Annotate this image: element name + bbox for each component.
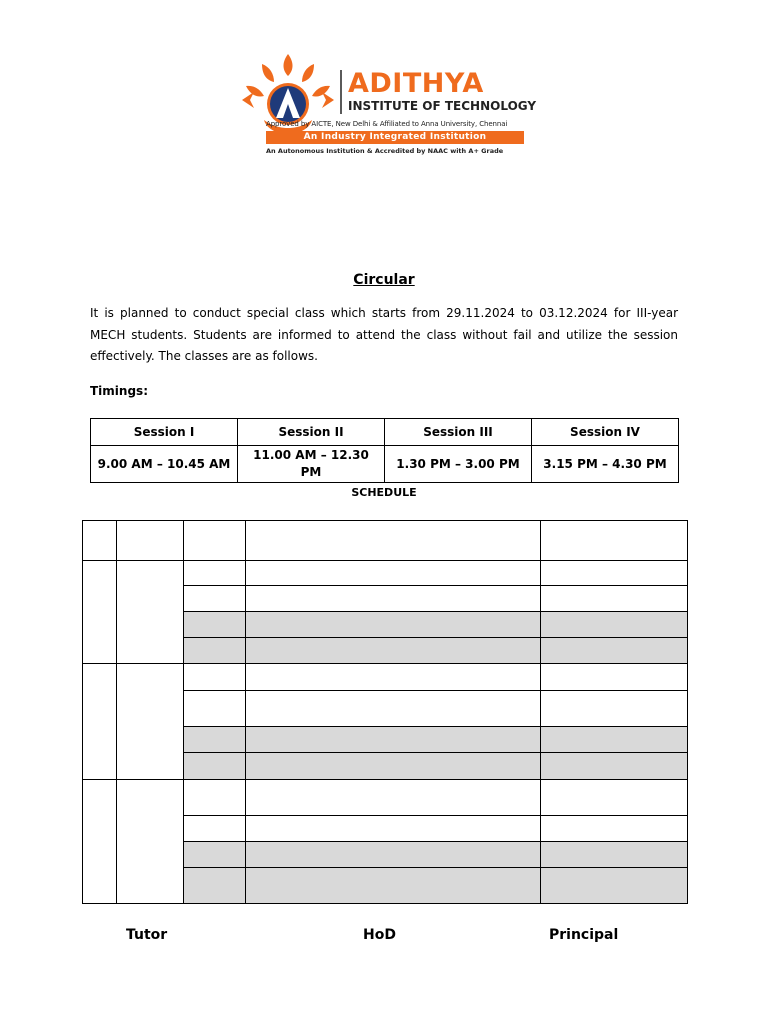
session-time: 9.00 AM – 10.45 AM — [91, 446, 238, 483]
schedule-cell — [246, 586, 541, 612]
timings-table — [90, 418, 679, 483]
schedule-cell — [117, 561, 184, 664]
accreditation-text: An Autonomous Institution & Accredited by NAAC with A+ Grade — [266, 147, 504, 155]
schedule-cell — [83, 521, 117, 561]
schedule-cell — [541, 753, 688, 780]
schedule-cell — [184, 753, 246, 780]
logo-divider — [340, 70, 342, 114]
schedule-row — [83, 780, 688, 816]
schedule-cell — [117, 664, 184, 780]
schedule-cell — [184, 664, 246, 691]
principal-signature-label: Principal — [549, 927, 619, 943]
schedule-cell — [184, 727, 246, 753]
session-time: 3.15 PM – 4.30 PM — [532, 446, 679, 483]
schedule-cell — [246, 691, 541, 727]
schedule-cell — [246, 868, 541, 904]
session-time: 11.00 AM – 12.30 PM — [238, 446, 385, 483]
institute-logo — [240, 52, 537, 158]
schedule-cell — [184, 561, 246, 586]
schedule-cell — [541, 664, 688, 691]
schedule-row — [83, 664, 688, 691]
schedule-cell — [184, 868, 246, 904]
schedule-cell — [541, 842, 688, 868]
schedule-cell — [246, 753, 541, 780]
schedule-cell — [541, 521, 688, 561]
schedule-cell — [246, 664, 541, 691]
schedule-cell — [184, 816, 246, 842]
tutor-signature-label: Tutor — [126, 927, 168, 943]
schedule-cell — [117, 521, 184, 561]
schedule-cell — [246, 842, 541, 868]
schedule-label: SCHEDULE — [351, 486, 417, 499]
schedule-cell — [184, 780, 246, 816]
schedule-cell — [184, 521, 246, 561]
schedule-cell — [246, 638, 541, 664]
schedule-cell — [184, 612, 246, 638]
approval-text: Approved by AICTE, New Delhi & Affiliated to Anna University, Chennai — [266, 120, 508, 128]
schedule-cell — [541, 612, 688, 638]
timings-label: Timings: — [90, 384, 148, 398]
tagline-banner: An Industry Integrated Institution — [266, 131, 524, 144]
session-time: 1.30 PM – 3.00 PM — [385, 446, 532, 483]
schedule-cell — [246, 816, 541, 842]
schedule-cell — [246, 727, 541, 753]
schedule-cell — [246, 521, 541, 561]
schedule-cell — [184, 691, 246, 727]
schedule-cell — [83, 780, 117, 904]
schedule-cell — [541, 561, 688, 586]
schedule-table — [82, 520, 688, 904]
schedule-cell — [184, 638, 246, 664]
schedule-cell — [184, 586, 246, 612]
circular-title: Circular — [353, 272, 415, 288]
schedule-cell — [184, 842, 246, 868]
schedule-cell — [246, 561, 541, 586]
session-header: Session IV — [532, 419, 679, 446]
schedule-header-row — [83, 521, 688, 561]
schedule-cell — [246, 612, 541, 638]
schedule-cell — [117, 780, 184, 904]
schedule-cell — [541, 780, 688, 816]
institute-name: INSTITUTE OF TECHNOLOGY — [348, 99, 537, 113]
session-header: Session I — [91, 419, 238, 446]
circular-body: It is planned to conduct special class which starts from 29.11.2024 to 03.12.2024 for III-year MECH students. Students are informed to attend the class without fail and utilize the session effectively. The classes are as follows. — [90, 306, 678, 363]
schedule-cell — [541, 586, 688, 612]
schedule-cell — [541, 727, 688, 753]
schedule-cell — [541, 816, 688, 842]
schedule-cell — [83, 561, 117, 664]
session-header: Session II — [238, 419, 385, 446]
timings-value-row — [91, 446, 679, 483]
schedule-row — [83, 561, 688, 586]
schedule-cell — [246, 780, 541, 816]
timings-header-row — [91, 419, 679, 446]
schedule-cell — [541, 691, 688, 727]
schedule-cell — [541, 868, 688, 904]
session-header: Session III — [385, 419, 532, 446]
schedule-cell — [541, 638, 688, 664]
brand-name: ADITHYA — [348, 68, 484, 99]
schedule-cell — [83, 664, 117, 780]
hod-signature-label: HoD — [363, 927, 396, 943]
